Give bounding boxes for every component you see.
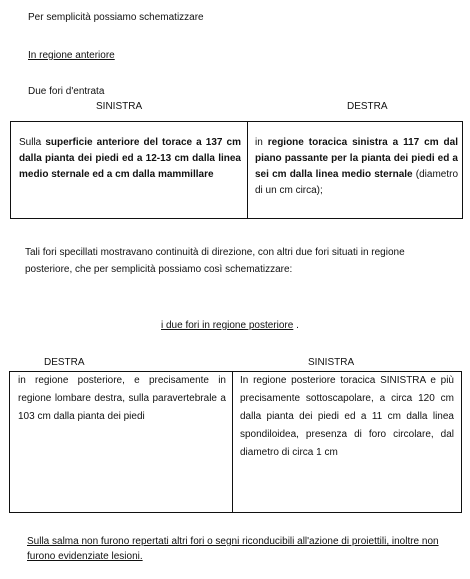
table1-left-plain: Sulla [19, 137, 46, 148]
continuity-paragraph: Tali fori specillati mostravano continuità di direzione, con altri due fori situati in regione posteriore, che per semplicità possiamo così schematizzare: [25, 247, 405, 275]
table1-right-bold: regione toracica sinistra a 117 cm dal piano passante per la pianta dei piedi ed a sei cm dalla linea medio sternale [255, 137, 459, 180]
table1-right-plain: in [255, 137, 268, 148]
table1-right-plain-end: (diametro di un cm circa); [255, 169, 459, 196]
table1-header-right: DESTRA [347, 101, 388, 112]
table2-header-right: SINISTRA [308, 357, 355, 368]
table2-divider [232, 372, 233, 512]
table2-left-cell: in regione posteriore, e precisamente in regione lombare destra, sulla paravertebrale a 103 cm dalla pianta dei piedi [18, 375, 226, 422]
section-heading-posterior [161, 320, 299, 332]
table1-divider [247, 122, 248, 218]
table1-left-bold: superficie anteriore del torace a 137 cm dalla pianta dei piedi ed a 12-13 cm dalla linea medio sternale ed a cm dalla mammillare [19, 137, 242, 180]
intro-text: Per semplicità possiamo schematizzare [28, 12, 204, 23]
table2-header-left: DESTRA [44, 357, 85, 368]
table2-box [9, 371, 462, 513]
table2-right-cell: In regione posteriore toracica SINISTRA e più precisamente sottoscapolare, a circa 120 cm dalla pianta dei piedi ed a 11 cm dalla linea spondiloidea, presenza di foro circolare, dal diametro di circa 1 cm [240, 375, 454, 458]
table1-left-cell [19, 122, 241, 183]
table1-header-left: SINISTRA [96, 101, 143, 112]
table1-right-cell [255, 122, 458, 199]
section-heading-posterior-text: i due fori in regione posteriore [161, 320, 294, 331]
section-heading-posterior-end: . [293, 320, 299, 331]
entry-holes-text: Due fori d'entrata [28, 86, 105, 97]
conclusion-text: Sulla salma non furono repertati altri fori o segni riconducibili all'azione di proiettili, inoltre non furono evidenziate lesioni. [27, 536, 439, 562]
table1-box [10, 121, 463, 219]
section-heading-anterior: In regione anteriore [28, 50, 115, 61]
